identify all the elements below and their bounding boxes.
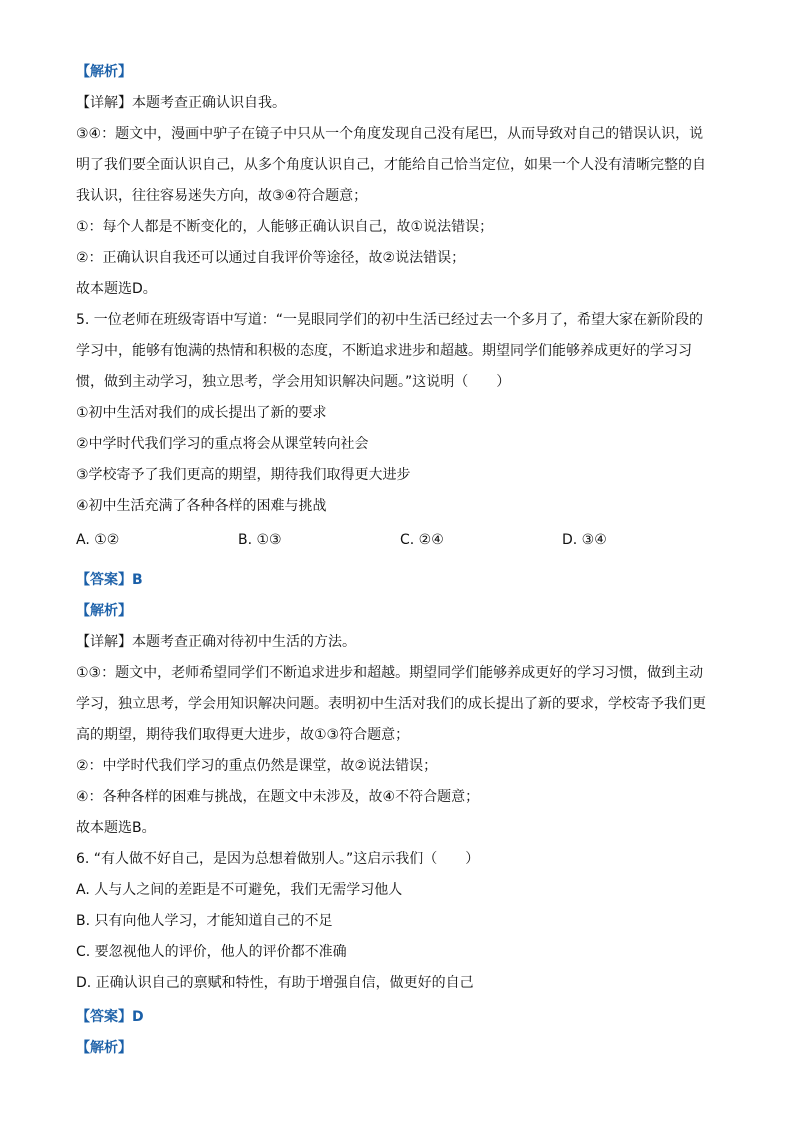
option-b: B. ①③ — [238, 532, 282, 548]
statement-item: ③学校寄予了我们更高的期望，期待我们取得更大进步 — [76, 467, 411, 483]
explanation-line: ①③：题文中，老师希望同学们不断追求进步和超越。期望同学们能够养成更好的学习习惯，做到主动 — [76, 665, 704, 681]
explanation-line: 我认识，往往容易迷失方向，故③④符合题意； — [76, 188, 368, 204]
analysis-heading: 【解析】 — [76, 603, 132, 619]
answer-heading: 【答案】D — [76, 1009, 144, 1025]
conclusion-line: 故本题选B。 — [76, 820, 156, 836]
detail-line: 【详解】本题考查正确对待初中生活的方法。 — [76, 634, 356, 650]
explanation-line: ③④：题文中，漫画中驴子在镜子中只从一个角度发现自己没有尾巴，从而导致对自己的错误认识，说 — [76, 126, 704, 142]
option-a: A. 人与人之间的差距是不可避免，我们无需学习他人 — [76, 882, 403, 898]
statement-item: ④初中生活充满了各种各样的困难与挑战 — [76, 498, 327, 514]
option-c: C. 要忽视他人的评价，他人的评价都不准确 — [76, 944, 347, 960]
option-b: B. 只有向他人学习，才能知道自己的不足 — [76, 913, 333, 929]
question-5-stem: 学习中，能够有饱满的热情和积极的态度，不断追求进步和超越。期望同学们能够养成更好的学习习 — [76, 343, 692, 359]
option-a: A. ①② — [76, 532, 120, 548]
statement-item: ②中学时代我们学习的重点将会从课堂转向社会 — [76, 436, 369, 452]
answer-heading: 【答案】B — [76, 572, 143, 588]
option-d: D. 正确认识自己的禀赋和特性，有助于增强自信，做更好的自己 — [76, 975, 474, 991]
question-6-stem: 6. “有人做不好自己，是因为总想着做别人。”这启示我们（ ） — [76, 851, 480, 867]
explanation-line: ②：正确认识自我还可以通过自我评价等途径，故②说法错误； — [76, 250, 466, 266]
explanation-line: ④：各种各样的困难与挑战，在题文中未涉及，故④不符合题意； — [76, 789, 480, 805]
explanation-line: 明了我们要全面认识自己，从多个角度认识自己，才能给自己恰当定位，如果一个人没有清晰完整的自 — [76, 157, 706, 173]
option-c: C. ②④ — [400, 532, 444, 548]
analysis-heading: 【解析】 — [76, 64, 132, 80]
conclusion-line: 故本题选D。 — [76, 281, 157, 297]
explanation-line: ①：每个人都是不断变化的，人能够正确认识自己，故①说法错误； — [76, 219, 494, 235]
question-5-stem: 5. 一位老师在班级寄语中写道：“一晃眼同学们的初中生活已经过去一个多月了，希望大家在新阶段的 — [76, 312, 704, 328]
explanation-line: 学习，独立思考，学会用知识解决问题。表明初中生活对我们的成长提出了新的要求，学校寄予我们更 — [76, 696, 706, 712]
explanation-line: 高的期望，期待我们取得更大进步，故①③符合题意； — [76, 727, 410, 743]
analysis-heading: 【解析】 — [76, 1040, 132, 1056]
question-5-stem: 惯，做到主动学习，独立思考，学会用知识解决问题。”这说明（ ） — [76, 374, 511, 390]
explanation-line: ②：中学时代我们学习的重点仍然是课堂，故②说法错误； — [76, 758, 438, 774]
detail-line: 【详解】本题考查正确认识自我。 — [76, 95, 286, 111]
option-d: D. ③④ — [562, 532, 607, 548]
question-5-options — [76, 530, 736, 550]
statement-item: ①初中生活对我们的成长提出了新的要求 — [76, 405, 327, 421]
